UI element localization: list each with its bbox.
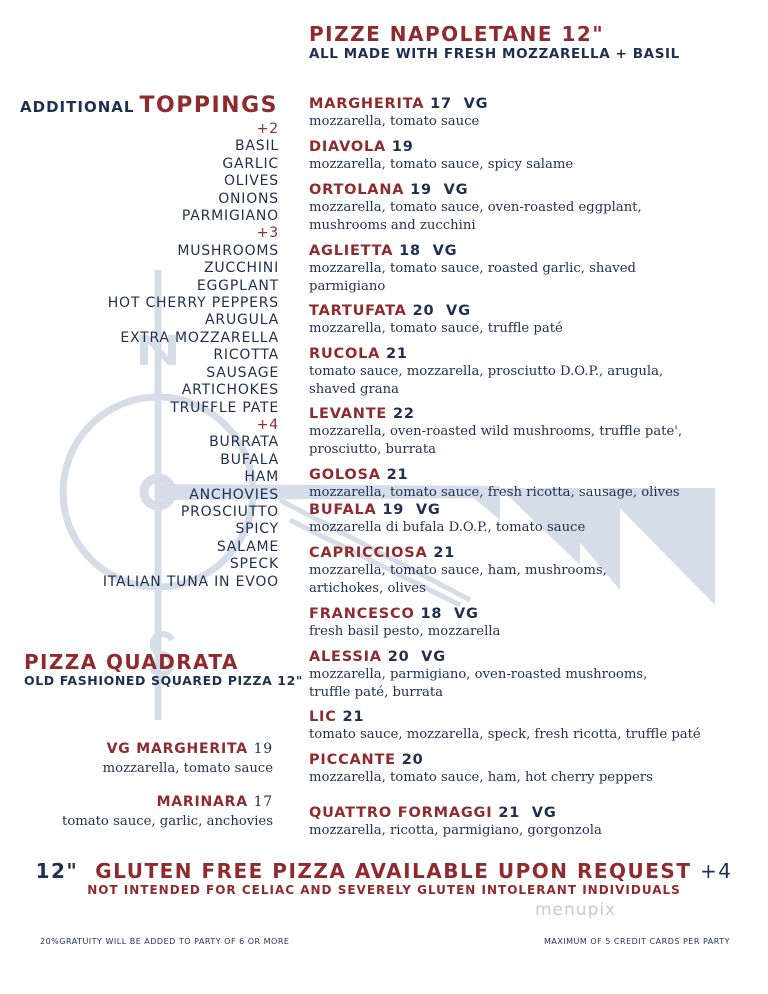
topping-item: HOT CHERRY PEPPERS [107, 295, 279, 312]
pizza-description: mozzarella, tomato sauce, ham, hot cherry peppers [309, 770, 653, 785]
menu-subtitle: ALL MADE WITH FRESH MOZZARELLA + BASIL [309, 46, 680, 62]
pizza-description: shaved grana [309, 382, 399, 397]
pizza-description: mozzarella, tomato sauce, roasted garlic, shaved [309, 261, 636, 276]
pizza-description: mozzarella, tomato sauce [309, 114, 480, 129]
vegetarian-tag: VG [415, 502, 441, 518]
pizza-name: LIC [309, 709, 337, 725]
pizza-price: 21 [386, 346, 408, 362]
pizza-item [309, 405, 682, 459]
pizza-item [309, 242, 636, 296]
pizza-item [309, 708, 701, 744]
pizza-description: mushrooms and zucchini [309, 218, 476, 233]
quadrata-title: PIZZA QUADRATA [24, 650, 239, 674]
pizza-item [309, 605, 500, 641]
pizza-name: GOLOSA [309, 467, 381, 483]
topping-item: BUFALA [220, 451, 279, 468]
pizza-price: 21 [342, 709, 365, 725]
pizza-description: tomato sauce, mozzarella, speck, fresh ricotta, truffle paté [309, 727, 701, 742]
pizza-description: artichokes, olives [309, 581, 426, 596]
pizza-price: 18 [399, 243, 421, 259]
toppings-list [103, 121, 279, 591]
quadrata-item-name: VG MARGHERITA [106, 741, 248, 757]
topping-price-tier: +2 [256, 121, 279, 137]
watermark: menupix [535, 900, 617, 920]
pizza-name: PICCANTE [309, 752, 396, 768]
gluten-free-note: NOT INTENDED FOR CELIAC AND SEVERELY GLUTEN INTOLERANT INDIVIDUALS [87, 883, 681, 897]
pizza-description: parmigiano [309, 279, 386, 294]
pizza-name: RUCOLA [309, 346, 381, 362]
topping-item: SALAME [216, 538, 279, 555]
quadrata-subtitle: OLD FASHIONED SQUARED PIZZA 12" [24, 673, 304, 688]
pizza-name: LEVANTE [309, 406, 388, 422]
pizza-name: TARTUFATA [309, 303, 407, 319]
vegetarian-tag: VG [453, 606, 479, 622]
gluten-free-text: GLUTEN FREE PIZZA AVAILABLE UPON REQUEST [95, 859, 692, 883]
pizza-description: prosciutto, burrata [309, 442, 437, 457]
topping-item: BURRATA [209, 434, 279, 451]
pizza-description: mozzarella di bufala D.O.P., tomato sauce [309, 520, 586, 535]
pizza-item [309, 544, 607, 598]
gluten-free-size: 12" [35, 859, 79, 883]
topping-item: OLIVES [223, 173, 279, 190]
topping-item: BASIL [235, 138, 279, 155]
pizza-name: BUFALA [309, 502, 377, 518]
topping-item: PARMIGIANO [181, 208, 279, 225]
credit-card-note: MAXIMUM OF 5 CREDIT CARDS PER PARTY [543, 937, 730, 946]
gratuity-note: 20%GRATUITY WILL BE ADDED TO PARTY OF 6 OR MORE [40, 937, 290, 946]
pizza-description: mozzarella, tomato sauce, oven-roasted eggplant, [309, 200, 642, 215]
pizza-description: mozzarella, tomato sauce, ham, mushrooms, [309, 563, 607, 578]
pizza-price: 17 [430, 96, 452, 112]
pizza-name: CAPRICCIOSA [309, 545, 428, 561]
quadrata-item-name: MARINARA [156, 794, 248, 810]
vegetarian-tag: VG [421, 649, 446, 665]
pizza-name: DIAVOLA [309, 139, 387, 155]
pizza-item [309, 181, 642, 235]
pizza-name: FRANCESCO [309, 606, 415, 622]
pizza-name: ALESSIA [309, 649, 382, 665]
pizza-name: ORTOLANA [309, 182, 405, 198]
topping-item: ZUCCHINI [203, 260, 279, 277]
pizza-price: 20 [401, 752, 424, 768]
toppings-label: ADDITIONAL [20, 98, 135, 116]
toppings-heading [20, 93, 278, 118]
pizza-description: tomato sauce, mozzarella, prosciutto D.O.P., arugula, [309, 364, 664, 379]
topping-price-tier: +3 [256, 225, 279, 242]
topping-item: ARTICHOKES [181, 382, 279, 399]
topping-item: RICOTTA [213, 347, 279, 364]
pizza-price: 21 [433, 545, 456, 561]
quadrata-item-price: 19 [253, 741, 273, 757]
topping-item: ITALIAN TUNA IN EVOO [102, 573, 279, 590]
topping-item: GARLIC [222, 155, 279, 172]
pizza-price: 18 [420, 606, 443, 622]
vegetarian-tag: VG [443, 182, 469, 198]
pizza-price: 20 [387, 649, 410, 665]
pizza-description: mozzarella, parmigiano, oven-roasted mushrooms, [309, 667, 648, 682]
pizza-item [309, 345, 663, 399]
gluten-free-price: +4 [699, 859, 733, 883]
pizza-description: mozzarella, ricotta, parmigiano, gorgonzola [309, 823, 602, 838]
vegetarian-tag: VG [432, 243, 458, 259]
quadrata-item-desc: mozzarella, tomato sauce [102, 761, 273, 776]
quadrata-item [62, 793, 273, 831]
pizza-item [309, 804, 602, 840]
pizza-item [309, 648, 647, 702]
gluten-free-notice [0, 859, 768, 897]
pizza-description: mozzarella, tomato sauce, spicy salame [309, 157, 574, 172]
quadrata-item-desc: tomato sauce, garlic, anchovies [62, 814, 273, 829]
pizza-price: 19 [410, 182, 432, 198]
topping-price-tier: +4 [256, 416, 279, 433]
pizza-description: truffle paté, burrata [309, 685, 444, 700]
topping-item: SPICY [235, 521, 279, 538]
pizza-item [309, 138, 573, 174]
topping-item: ANCHOVIES [189, 486, 279, 503]
toppings-title: TOPPINGS [139, 93, 278, 118]
topping-item: ARUGULA [205, 312, 279, 329]
quadrata-item-price: 17 [253, 794, 273, 810]
pizza-item [309, 95, 488, 131]
topping-item: ONIONS [218, 190, 279, 207]
topping-item: EGGPLANT [196, 277, 279, 294]
menu-title: PIZZE NAPOLETANE 12" [309, 22, 605, 46]
pizza-name: AGLIETTA [309, 243, 394, 259]
topping-item: SAUSAGE [206, 364, 279, 381]
pizza-name: QUATTRO FORMAGGI [309, 805, 493, 821]
pizza-name: MARGHERITA [309, 96, 425, 112]
vegetarian-tag: VG [463, 96, 489, 112]
pizza-description: mozzarella, tomato sauce, fresh ricotta, sausage, olives [309, 485, 680, 500]
topping-item: EXTRA MOZZARELLA [120, 329, 279, 346]
topping-item: MUSHROOMS [177, 242, 279, 259]
topping-item: PROSCIUTTO [180, 503, 279, 520]
pizza-item [309, 751, 653, 787]
pizza-item [309, 302, 563, 338]
topping-item: HAM [244, 469, 279, 486]
pizza-item [309, 466, 680, 502]
pizza-description: mozzarella, oven-roasted wild mushrooms, truffle pate', [309, 424, 683, 439]
quadrata-item [103, 740, 273, 778]
pizza-price: 20 [412, 303, 435, 319]
pizza-price: 22 [393, 406, 415, 422]
pizza-item [309, 501, 585, 537]
pizza-description: mozzarella, tomato sauce, truffle paté [309, 321, 563, 336]
pizza-description: fresh basil pesto, mozzarella [309, 624, 501, 639]
topping-item: SPECK [229, 556, 279, 573]
topping-item: TRUFFLE PATE [170, 399, 279, 416]
vegetarian-tag: VG [446, 303, 471, 319]
pizza-price: 19 [382, 502, 405, 518]
pizza-price: 21 [498, 805, 521, 821]
pizza-price: 19 [391, 139, 414, 155]
vegetarian-tag: VG [531, 805, 557, 821]
pizza-price: 21 [386, 467, 409, 483]
